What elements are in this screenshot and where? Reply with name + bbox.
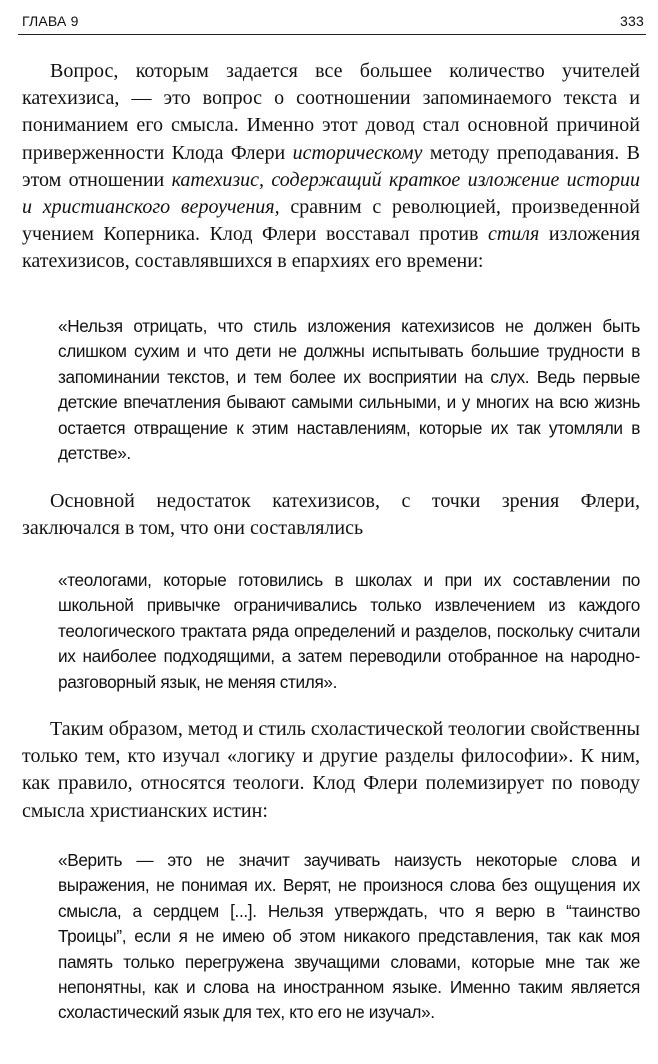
paragraph-3: Таким образом, метод и стиль схоластической теологии свойственны только тем, кто изучал «логику и другие разделы философии». К ним, как правило, относятся теологи. Клод Флери полемизирует по поводу смысла христианских истин:: [22, 718, 640, 822]
quote-3: «Верить — это не значит заучивать наизусть некоторые слова и выражения, не понимая их. Верят, не произнося слова без ощущения их смысла, а сердцем [...]. Нельзя утверждать, что я верю в “таинство Троицы”, если я не имею об этом никакого представления, так как моя память только перегружена звучащими словами, которые мне так же непонятны, как и слова на иностранном языке. Именно таким является схоластический язык для тех, кто его не изучал».: [58, 850, 640, 1023]
chapter-title: ГЛАВА 9: [22, 13, 79, 29]
paragraph-1: [22, 58, 640, 276]
header-rule: [18, 34, 646, 35]
quote-2: «теологами, которые готовились в школах и при их составлении по школьной привычке ограничивались только извлечением из каждого теологического трактата ряда определений и разделов, поскольку считали их наиболее подходящими, а затем переводили отобранное на народно-разговорный язык, не меняя стиля».: [58, 570, 640, 692]
paragraph-1-text-a: Вопрос, которым задается все большее количество учителей катехизиса, — это вопрос о соотношении запоминаемого текста и пониманием его смысла. Именно этот довод стал основной причиной приверженности Клода Флери: [22, 60, 640, 164]
paragraph-2: Основной недостаток катехизисов, с точки зрения Флери, заключался в том, что они составлялись: [22, 490, 640, 540]
paragraph-1-emphasis-3: стиля: [487, 223, 540, 246]
paragraph-1-text-d: изложения катехизисов, составлявшихся в епархиях его времени:: [22, 223, 640, 273]
quote-1: «Нельзя отрицать, что стиль изложения катехизисов не должен быть слишком сухим и что дети не должны испытывать большие трудности в запоминании текстов, и тем более их восприятии на слух. Ведь первые детские впечатления бывают самыми сильными, и у многих на всю жизнь остается отвращение к этим наставлениям, которые их так утомляли в детстве».: [58, 316, 640, 464]
paragraph-1-text-b: методу преподавания. В этом отношении: [22, 141, 640, 191]
paragraph-1-text-c: сравним с революцией, произведенной учением Коперника. Клод Флери восставал против: [22, 196, 640, 246]
running-head: [22, 10, 644, 32]
page-number: 333: [620, 13, 644, 29]
paragraph-1-emphasis-2: катехизис, содержащий краткое изложение истории и христианского вероучения,: [22, 168, 641, 219]
paragraph-1-emphasis-1: историческому: [292, 141, 423, 164]
